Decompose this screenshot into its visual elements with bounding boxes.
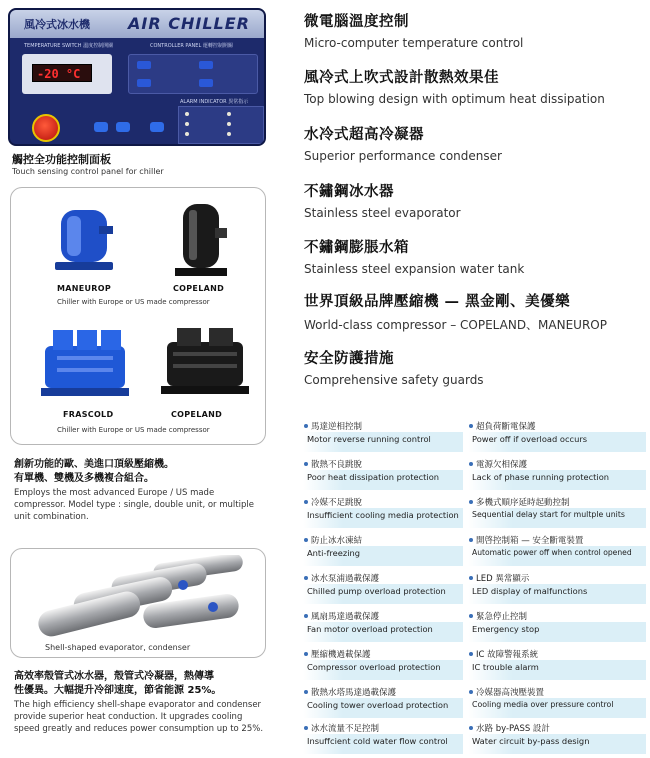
feature-title-en: Superior performance condenser — [304, 149, 502, 163]
feature-title-cn: 安全防護措施 — [304, 351, 394, 367]
safety-item — [303, 722, 463, 756]
alarm-led — [185, 112, 189, 116]
safety-item — [303, 496, 463, 530]
bullet-icon — [469, 424, 473, 428]
feature-item — [304, 236, 524, 276]
safety-item-cn: 冷媒器高洩壓裝置 — [476, 688, 545, 698]
bullet-icon — [304, 726, 308, 730]
shell-evaporator-image — [10, 548, 266, 658]
feature-title-en: Comprehensive safety guards — [304, 373, 484, 387]
advanced-compressor-text: Employs the most advanced Europe / US made compressor. Model type : single, double unit, or multiple unit combination. — [14, 488, 254, 522]
safety-item — [468, 722, 646, 756]
panel-header — [10, 10, 264, 38]
safety-item-cn: 散熱不良跳脫 — [311, 460, 363, 470]
maneurop-compressor-icon — [49, 200, 119, 278]
feature-item — [304, 123, 502, 163]
bullet-icon — [469, 462, 473, 466]
shell-caption: Shell-shaped evaporator, condenser — [45, 643, 191, 652]
safety-item-cn: 防止冰水凍結 — [311, 536, 363, 546]
bullet-icon — [304, 462, 308, 466]
safety-item-cn: 散熱水塔馬達過載保護 — [311, 688, 397, 698]
display-digits: -20 °C — [37, 67, 81, 81]
alarm-indicator-grid — [178, 106, 264, 144]
safety-item-cn: 超負荷斷電保護 — [476, 422, 536, 432]
bullet-icon — [304, 652, 308, 656]
safety-item — [303, 610, 463, 644]
safety-item — [303, 686, 463, 720]
alarm-led — [227, 132, 231, 136]
panel-title: 風冷式冰水機 — [24, 18, 90, 31]
frascold-compressor-icon — [37, 316, 133, 402]
safety-item-cn: 風扇馬達過載保護 — [311, 612, 380, 622]
bullet-icon — [469, 726, 473, 730]
temperature-display — [22, 54, 112, 94]
feature-title-en: Top blowing design with optimum heat dissipation — [304, 92, 605, 106]
safety-item-en: Poor heat dissipation protection — [307, 472, 440, 482]
feature-item — [304, 180, 461, 220]
frascold-label: FRASCOLD — [63, 410, 114, 419]
safety-item-en: Chilled pump overload protection — [307, 586, 446, 596]
safety-item-cn: 冷媒不足跳脫 — [311, 498, 363, 508]
safety-item-cn: 電源欠相保護 — [476, 460, 528, 470]
safety-item — [303, 458, 463, 492]
safety-item-cn: 壓縮機過載保護 — [311, 650, 371, 660]
emergency-stop-icon — [32, 114, 60, 142]
efficiency-text: The high efficiency shell-shape evaporator and condenser provide superior heat conduction. It upgrades cooling speed greatly and reduces power consumption up to 25%. — [14, 700, 264, 734]
control-key — [137, 79, 151, 87]
safety-item-en: Insuffcient cold water flow control — [307, 736, 448, 746]
copeland-label: COPELAND — [173, 284, 225, 293]
bullet-icon — [304, 614, 308, 618]
advanced-compressor-heading-1: 創新功能的歐、美進口頂級壓縮機。 — [14, 459, 174, 470]
safety-item — [468, 420, 646, 454]
panel-brand-logo: AIR CHILLER — [128, 14, 250, 33]
safety-item-cn: 多機式順序延時起動控制 — [476, 498, 570, 508]
controller-panel-label: CONTROLLER PANEL 運轉控制開關 — [150, 43, 233, 49]
safety-item-cn: 冰水泵浦過載保護 — [311, 574, 380, 584]
temperature-switch-label: TEMPERATURE SWITCH 溫度控制開關 — [24, 43, 114, 49]
feature-title-cn: 不鏽鋼膨脹水箱 — [304, 240, 409, 256]
safety-item — [468, 610, 646, 644]
safety-item-en: Cooling media over pressure control — [472, 700, 614, 709]
feature-item — [304, 347, 484, 387]
bullet-icon — [469, 614, 473, 618]
copeland-label-2: COPELAND — [171, 410, 223, 419]
panel-caption-cn: 觸控全功能控制面板 — [12, 153, 111, 166]
feature-title-en: Stainless steel expansion water tank — [304, 262, 525, 276]
control-key — [199, 79, 213, 87]
safety-item-en: Sequential delay start for multple units — [472, 510, 625, 519]
bullet-icon — [304, 424, 308, 428]
push-key — [116, 122, 130, 132]
copeland-compressor-icon — [171, 198, 231, 280]
feature-item — [304, 66, 605, 106]
feature-title-en: Micro-computer temperature control — [304, 36, 524, 50]
safety-item-en: Lack of phase running protection — [472, 472, 610, 482]
safety-item — [468, 648, 646, 682]
controller-keys — [128, 54, 258, 94]
safety-item — [468, 458, 646, 492]
control-key — [199, 61, 213, 69]
safety-item-cn: IC 故障警報系統 — [476, 650, 539, 660]
bullet-icon — [469, 538, 473, 542]
feature-title-cn: 水冷式超高冷凝器 — [304, 127, 424, 143]
control-key — [137, 61, 151, 69]
safety-item — [468, 496, 646, 530]
safety-item-en: Automatic power off when control opened — [472, 548, 632, 557]
safety-item-cn: 水路 by-PASS 設計 — [476, 724, 550, 734]
safety-item-en: Compressor overload protection — [307, 662, 441, 672]
bullet-icon — [469, 576, 473, 580]
safety-item — [468, 572, 646, 606]
bullet-icon — [304, 500, 308, 504]
safety-item — [468, 686, 646, 720]
compressor-gallery — [10, 187, 266, 445]
safety-item-cn: 冰水流量不足控制 — [311, 724, 380, 734]
safety-item-cn: LED 異常顯示 — [476, 574, 530, 584]
feature-title-cn: 世界頂級品牌壓縮機 — 黑金剛、美優樂 — [304, 294, 571, 310]
efficiency-heading-1: 高效率殼管式冰水器，殼管式冷凝器，熱傳導 — [14, 671, 214, 682]
bullet-icon — [469, 690, 473, 694]
push-key — [150, 122, 164, 132]
safety-item-cn: 開啓控制箱 — 安全斷電裝置 — [476, 536, 584, 546]
efficiency-heading-2: 性優異。大幅提升冷卻速度，節省能源 25%。 — [14, 685, 222, 696]
safety-item-en: Water circuit by-pass design — [472, 736, 590, 746]
safety-item-en: LED display of malfunctions — [472, 586, 588, 596]
safety-item — [303, 648, 463, 682]
safety-item — [303, 420, 463, 454]
maneurop-label: MANEUROP — [57, 284, 112, 293]
alarm-indicator-label: ALARM INDICATOR 異常指示 — [180, 99, 249, 105]
bullet-icon — [304, 690, 308, 694]
safety-item-en: Motor reverse running control — [307, 434, 431, 444]
safety-item — [303, 572, 463, 606]
shell-evaporator-icon — [33, 555, 247, 637]
feature-title-en: Stainless steel evaporator — [304, 206, 461, 220]
safety-item — [468, 534, 646, 568]
safety-item-en: Anti-freezing — [307, 548, 361, 558]
feature-item — [304, 10, 523, 50]
push-key — [94, 122, 108, 132]
safety-item-cn: 馬達逆相控制 — [311, 422, 363, 432]
safety-item-en: Insufficient cooling media protection — [307, 510, 459, 520]
safety-item-en: Power off if overload occurs — [472, 434, 588, 444]
alarm-led — [185, 122, 189, 126]
bullet-icon — [304, 576, 308, 580]
feature-title-cn: 微電腦溫度控制 — [304, 14, 409, 30]
control-panel-image — [8, 8, 266, 146]
feature-title-cn: 不鏽鋼冰水器 — [304, 184, 394, 200]
panel-caption-en: Touch sensing control panel for chiller — [12, 167, 164, 176]
feature-title-en: World-class compressor – COPELAND、MANEUROP — [304, 318, 607, 332]
safety-item-en: Cooling tower overload protection — [307, 700, 449, 710]
feature-item — [304, 290, 607, 333]
safety-item-en: IC trouble alarm — [472, 662, 539, 672]
left-column — [0, 0, 272, 758]
safety-item-cn: 緊急停止控制 — [476, 612, 528, 622]
alarm-led — [185, 132, 189, 136]
bullet-icon — [304, 538, 308, 542]
copeland-semi-hermetic-icon — [157, 316, 253, 402]
feature-title-cn: 風冷式上吹式設計散熱效果佳 — [304, 70, 499, 86]
bullet-icon — [469, 652, 473, 656]
bullet-icon — [469, 500, 473, 504]
safety-item — [303, 534, 463, 568]
safety-item-en: Fan motor overload protection — [307, 624, 433, 634]
compressor-row1-caption: Chiller with Europe or US made compressor — [57, 298, 210, 306]
alarm-led — [227, 122, 231, 126]
led-screen — [32, 64, 92, 82]
advanced-compressor-heading-2: 有單機、雙機及多機複合組合。 — [14, 473, 154, 484]
safety-item-en: Emergency stop — [472, 624, 540, 634]
alarm-led — [227, 112, 231, 116]
compressor-row2-caption: Chiller with Europe or US made compressor — [57, 426, 210, 434]
